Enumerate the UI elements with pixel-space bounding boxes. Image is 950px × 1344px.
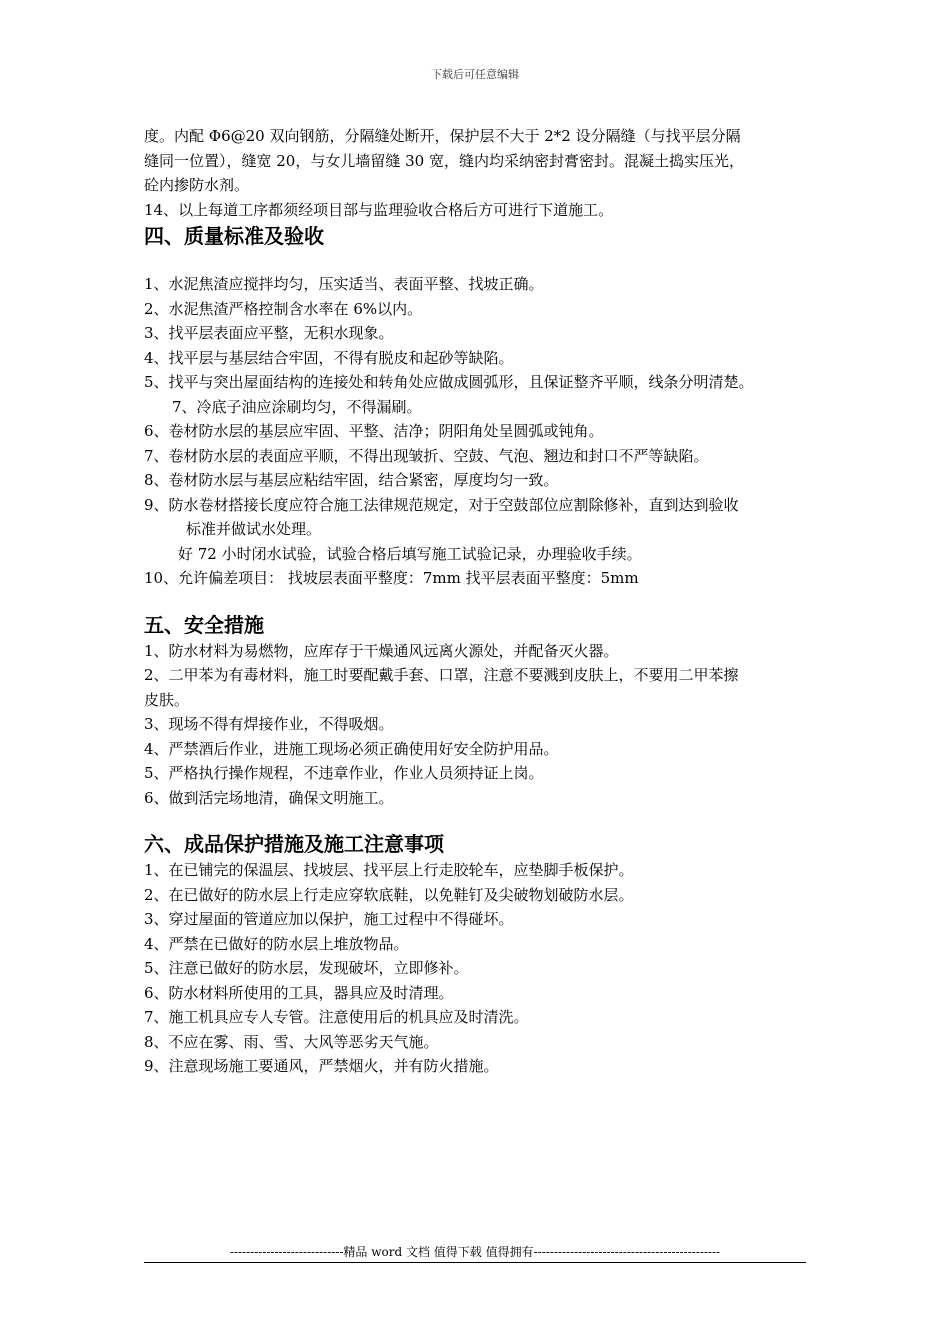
section-quality-list: [144, 272, 816, 591]
list-item: 1、在已铺完的保温层、找坡层、找平层上行走胶轮车，应垫脚手板保护。: [144, 861, 634, 879]
footer-divider: [144, 1262, 806, 1263]
section-title-protection: 六、成品保护措施及施工注意事项: [144, 832, 444, 856]
text-line: 缝同一位置），缝宽 20，与女儿墙留缝 30 宽，缝内均采纳密封膏密封。混凝土捣实压光，: [144, 151, 744, 170]
text-line: 砼内掺防水剂。: [144, 176, 250, 194]
list-item: 8、卷材防水层与基层应粘结牢固，结合紧密，厚度均匀一致。: [144, 471, 559, 489]
text-line: 14、以上每道工序都须经项目部与监理验收合格后方可进行下道施工。: [144, 200, 614, 219]
text-line: 度。内配 Φ6@20 双向钢筋，分隔缝处断开，保护层不大于 2*2 设分隔缝（与找平层分隔: [144, 127, 741, 145]
list-item: 3、穿过屋面的管道应加以保护，施工过程中不得碰坏。: [144, 910, 514, 928]
section-title-safety: 五、安全措施: [144, 612, 264, 637]
list-item: 4、找平层与基层结合牢固，不得有脱皮和起砂等缺陷。: [144, 348, 514, 367]
section-title-quality: 四、质量标准及验收: [144, 224, 324, 248]
list-item: 标准并做试水处理。: [186, 520, 322, 538]
list-item: 2、在已做好的防水层上行走应穿软底鞋，以免鞋钉及尖破物划破防水层。: [144, 885, 634, 904]
list-item: 6、防水材料所使用的工具，器具应及时清理。: [144, 983, 454, 1002]
list-item: 3、找平层表面应平整，无积水现象。: [144, 324, 394, 342]
list-item: 10、允许偏差项目： 找坡层表面平整度：7mm 找平层表面平整度：5mm: [144, 569, 639, 587]
list-item: 9、防水卷材搭接长度应符合施工法律规范规定，对于空鼓部位应割除修补，直到达到验收: [144, 495, 739, 514]
document-body: [144, 124, 816, 1079]
list-item: 3、现场不得有焊接作业，不得吸烟。: [144, 715, 394, 733]
page-header: 下载后可任意编辑: [431, 68, 519, 81]
section-safety-list: [144, 639, 816, 811]
list-item: 6、做到活完场地清，确保文明施工。: [144, 788, 394, 807]
list-item: 5、找平与突出屋面结构的连接处和转角处应做成圆弧形，且保证整齐平顺，线条分明清楚。: [144, 373, 754, 391]
list-item: 8、不应在雾、雨、雪、大风等恶劣天气施。: [144, 1032, 439, 1051]
list-item: 1、防水材料为易燃物，应库存于干燥通风远离火源处，并配备灭火器。: [144, 641, 619, 660]
list-item: 皮肤。: [144, 690, 190, 709]
page-footer: ----------------------------精品 word 文档 值得下载 值得拥有----------------------------------------------: [229, 1245, 721, 1259]
list-item: 2、二甲苯为有毒材料，施工时要配戴手套、口罩，注意不要溅到皮肤上，不要用二甲苯擦: [144, 666, 739, 684]
list-item: 5、注意已做好的防水层，发现破坏，立即修补。: [144, 959, 469, 977]
list-item: 9、注意现场施工要通风，严禁烟火，并有防火措施。: [144, 1057, 499, 1075]
list-item: 2、水泥焦渣严格控制含水率在 6%以内。: [144, 299, 423, 318]
section-protection-list: [144, 858, 816, 1079]
list-item: 7、冷底子油应涂刷均匀，不得漏刷。: [172, 397, 422, 416]
list-item: 6、卷材防水层的基层应牢固、平整、洁净；阴阳角处呈圆弧或钝角。: [144, 422, 604, 440]
list-item: 4、严禁酒后作业，进施工现场必须正确使用好安全防护用品。: [144, 739, 559, 758]
list-item: 5、严格执行操作规程，不违章作业，作业人员须持证上岗。: [144, 764, 544, 782]
list-item: 1、水泥焦渣应搅拌均匀，压实适当、表面平整、找坡正确。: [144, 275, 544, 293]
list-item: 好 72 小时闭水试验，试验合格后填写施工试验记录，办理验收手续。: [178, 544, 642, 563]
intro-paragraph: [144, 124, 816, 222]
list-item: 4、严禁在已做好的防水层上堆放物品。: [144, 934, 409, 953]
list-item: 7、施工机具应专人专管。注意使用后的机具应及时清洗。: [144, 1008, 529, 1026]
list-item: 7、卷材防水层的表面应平顺，不得出现皱折、空鼓、气泡、翘边和封口不严等缺陷。: [144, 446, 709, 465]
